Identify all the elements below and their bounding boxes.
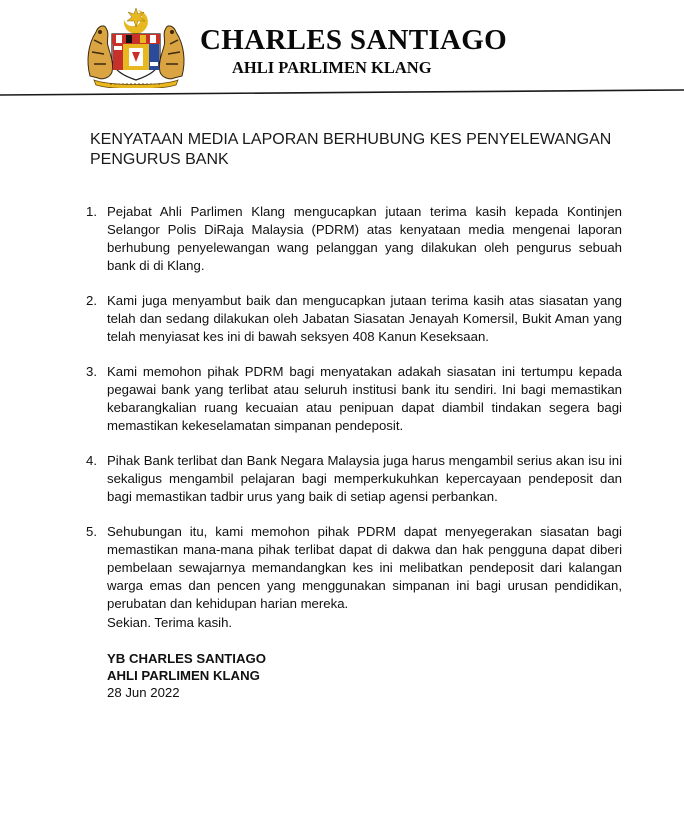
signature-title: AHLI PARLIMEN KLANG	[107, 668, 260, 683]
signature-name: YB CHARLES SANTIAGO	[107, 651, 266, 666]
list-item	[86, 292, 622, 346]
list-item	[86, 203, 622, 275]
coat-of-arms-icon	[80, 6, 192, 88]
list-item	[86, 363, 622, 435]
item-text: Sehubungan itu, kami memohon pihak PDRM dapat menyegerakan siasatan bagi memastikan mana-mana pihak terlibat dapat di dakwa dan hak pengguna dapat diberi pembelaan sewajarnya memandangkan kes ini melibatkan pendeposit dari kalangan warga emas dan pencen yang menggunakan simpanan ini bagi urusan pendidikan, perubatan dan kehidupan harian mereka.	[107, 524, 622, 611]
letterhead	[0, 0, 684, 100]
closing-text: Sekian. Terima kasih.	[107, 615, 233, 630]
item-text: Kami juga menyambut baik dan mengucapkan jutaan terima kasih atas siasatan yang telah dan sedang dilakukan oleh Jabatan Siasatan Jenayah Komersil, Bukit Aman yang telah menyiasat kes ini di bawah seksyen 408 Kanun Keseksaan.	[107, 293, 622, 344]
item-text: Pejabat Ahli Parlimen Klang mengucapkan jutaan terima kasih kepada Kontinjen Selangor Polis DiRaja Malaysia (PDRM) atas kenyataan media mengenai laporan berhubung penyelewangan wang pelanggan yang dilakukan oleh pengurus sebuah bank di di Klang.	[107, 204, 622, 273]
item-text: Pihak Bank terlibat dan Bank Negara Malaysia juga harus mengambil serius akan isu ini sekaligus mengambil pelajaran bagi memperkukuhkan kepercayaan pendeposit dan bagi memastikan tadbir urus yang baik di setiap agensi perbankan.	[107, 453, 622, 504]
statement-heading: KENYATAAN MEDIA LAPORAN BERHUBUNG KES PENYELEWANGAN PENGURUS BANK	[90, 131, 612, 168]
signature-date: 28 Jun 2022	[107, 685, 180, 700]
item-number: 5.	[86, 524, 97, 539]
item-number: 2.	[86, 293, 97, 308]
letterhead-title: AHLI PARLIMEN KLANG	[232, 58, 432, 77]
list-item	[86, 452, 622, 506]
list-item	[86, 523, 622, 613]
item-number: 1.	[86, 204, 97, 219]
item-number: 4.	[86, 453, 97, 468]
item-number: 3.	[86, 364, 97, 379]
statement-items	[86, 203, 622, 630]
letterhead-name: CHARLES SANTIAGO	[200, 24, 507, 56]
letterhead-divider	[0, 88, 684, 98]
item-text: Kami memohon pihak PDRM bagi menyatakan adakah siasatan ini tertumpu kepada pegawai bank yang terlibat atau seluruh institusi bank itu sendiri. Ini bagi memastikan kebarangkalian ruang kecuaian atau penipuan dapat diambil tindakan segera bagi memastikan kekeselamatan simpanan pendeposit.	[107, 364, 622, 433]
signature-block	[107, 650, 266, 701]
